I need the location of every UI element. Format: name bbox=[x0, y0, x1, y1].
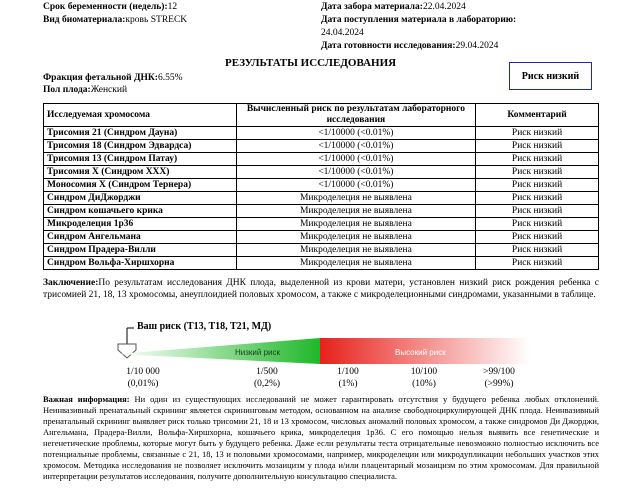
row-risk: <1/10000 (<0.01%) bbox=[236, 140, 476, 153]
table-row bbox=[44, 179, 599, 192]
scale-tick-value: >99/100 bbox=[483, 367, 515, 377]
table-row bbox=[44, 192, 599, 205]
scale-tick-percent: (>99%) bbox=[484, 379, 514, 389]
scale-tick-percent: (0,01%) bbox=[127, 379, 159, 389]
row-chromosome: Микроделеция 1p36 bbox=[44, 218, 237, 231]
sex-label: Пол плода: bbox=[43, 85, 91, 95]
biomaterial-type bbox=[43, 14, 187, 26]
your-risk-marker-icon bbox=[118, 344, 136, 358]
conclusion bbox=[43, 277, 599, 301]
row-risk: Микроделеция не выявлена bbox=[236, 192, 476, 205]
risk-scale-title: Ваш риск (T13, T18, T21, МД) bbox=[137, 321, 272, 332]
row-chromosome: Синдром Вольфа-Хиршхорна bbox=[44, 257, 237, 270]
header-chromosome: Исследуемая хромосома bbox=[44, 104, 237, 127]
table-row bbox=[44, 153, 599, 166]
scale-tick bbox=[318, 366, 378, 390]
row-chromosome: Синдром Прадера-Вилли bbox=[44, 244, 237, 257]
row-chromosome: Трисомия 13 (Синдром Патау) bbox=[44, 153, 237, 166]
row-risk: <1/10000 (<0.01%) bbox=[236, 179, 476, 192]
header-risk: Вычисленный риск по результатам лабораторного исследования bbox=[236, 104, 476, 127]
scale-tick-value: 1/100 bbox=[337, 367, 359, 377]
row-risk: Микроделеция не выявлена bbox=[236, 205, 476, 218]
row-comment: Риск низкий bbox=[476, 127, 599, 140]
table-row bbox=[44, 218, 599, 231]
row-comment: Риск низкий bbox=[476, 179, 599, 192]
scale-tick bbox=[394, 366, 454, 390]
scale-tick-percent: (0,2%) bbox=[253, 379, 281, 389]
table-row bbox=[44, 231, 599, 244]
row-chromosome: Синдром Ангельмана bbox=[44, 231, 237, 244]
table-row bbox=[44, 140, 599, 153]
row-comment: Риск низкий bbox=[476, 205, 599, 218]
table-row bbox=[44, 127, 599, 140]
row-risk: <1/10000 (<0.01%) bbox=[236, 153, 476, 166]
low-risk-label: Низкий риск bbox=[235, 348, 280, 357]
collection-date bbox=[321, 1, 466, 13]
results-title: РЕЗУЛЬТАТЫ ИССЛЕДОВАНИЯ bbox=[225, 57, 397, 69]
scale-tick-value: 10/100 bbox=[410, 367, 438, 377]
fetal-fraction-label: Фракция фетальной ДНК: bbox=[43, 73, 158, 83]
sex-value: Женский bbox=[90, 85, 128, 95]
table-row bbox=[44, 205, 599, 218]
ready-label: Дата готовности исследования: bbox=[321, 41, 456, 51]
received-date bbox=[321, 14, 516, 26]
row-chromosome: Трисомия 21 (Синдром Дауна) bbox=[44, 127, 237, 140]
overall-risk-badge bbox=[509, 62, 592, 90]
row-comment: Риск низкий bbox=[476, 218, 599, 231]
received-label: Дата поступления материала в лабораторию: bbox=[321, 15, 517, 25]
row-comment: Риск низкий bbox=[476, 140, 599, 153]
collected-label: Дата забора материала: bbox=[321, 2, 423, 12]
ready-date bbox=[321, 40, 498, 52]
header-comment: Комментарий bbox=[476, 104, 599, 127]
material-label: Вид биоматериала: bbox=[43, 15, 126, 25]
overall-risk-text: Риск низкий bbox=[521, 70, 580, 82]
fetal-sex bbox=[43, 84, 127, 96]
note-text: Ни один из существующих исследований не может гарантировать отсутствия у будущего ребенка любых отклонений. Неинвазивный пренатальный скрининг является скрининговым методом, основанном на анализе свободноциркулирующей ДНК плода. Неинвазивный пренатальный скрининг выявляет риск только трисомии 21, 18 и 13 хромосом, числовых аномалий половых хромосом, а также синдромов Ди Джорджи, Ангельмана, Прадера-Вилли, Вольфа-Хиршхорна, кошачьего крика, микроделеция 1p36. С его помощью нельзя выявить все генетические и негенетические проблемы, которые могут быть у будущего ребенка. Даже если результаты теста отрицательные невозможно полностью исключить все потенциальные проблемы, связанные с 21, 18, 13 и половыми хромосомами, например, микроделеции или микродупликации небольших участков этих хромосом. Методика исследования не позволяет исключить мозаицизм у плода и/или плацентарный мозаицизм по этим хромосомам. Для правильной интерпретации результатов исследования, получите дополнительную консультацию специалиста. bbox=[43, 394, 600, 481]
row-risk: Микроделеция не выявлена bbox=[236, 218, 476, 231]
scale-tick-percent: (10%) bbox=[412, 379, 436, 389]
pregnancy-value: 12 bbox=[167, 2, 178, 12]
material-value: кровь STRECK bbox=[125, 15, 188, 25]
scale-tick-percent: (1%) bbox=[338, 379, 358, 389]
row-chromosome: Синдром кошачьего крика bbox=[44, 205, 237, 218]
pregnancy-term bbox=[43, 1, 177, 13]
row-comment: Риск низкий bbox=[476, 244, 599, 257]
row-comment: Риск низкий bbox=[476, 153, 599, 166]
row-risk: Микроделеция не выявлена bbox=[236, 257, 476, 270]
row-chromosome: Трисомия X (Синдром XXX) bbox=[44, 166, 237, 179]
important-note bbox=[43, 394, 599, 482]
scale-tick-value: 1/10 000 bbox=[126, 367, 160, 377]
row-risk: <1/10000 (<0.01%) bbox=[236, 166, 476, 179]
row-chromosome: Синдром ДиДжорджи bbox=[44, 192, 237, 205]
fetal-fraction-value: 6.55% bbox=[157, 73, 183, 83]
note-label: Важная информация: bbox=[43, 394, 130, 404]
row-comment: Риск низкий bbox=[476, 257, 599, 270]
table-row bbox=[44, 257, 599, 270]
table-row bbox=[44, 166, 599, 179]
pregnancy-label: Срок беременности (недель): bbox=[43, 2, 168, 12]
conclusion-text: По результатам исследования ДНК плода, выделенной из крови матери, установлен низкий риск рождения ребенка с трисомией 21, 18, 13 хромосомы, анеуплоидией половых хромосом, а также с микроделеционными синдромами, указанными в таблице. bbox=[43, 278, 599, 300]
scale-tick bbox=[113, 366, 173, 390]
row-chromosome: Моносомия X (Синдром Тернера) bbox=[44, 179, 237, 192]
row-comment: Риск низкий bbox=[476, 166, 599, 179]
ready-value: 29.04.2024 bbox=[455, 41, 499, 51]
row-chromosome: Трисомия 18 (Синдром Эдвардса) bbox=[44, 140, 237, 153]
row-comment: Риск низкий bbox=[476, 192, 599, 205]
fetal-fraction bbox=[43, 72, 182, 84]
row-comment: Риск низкий bbox=[476, 231, 599, 244]
high-risk-label: Высокий риск bbox=[395, 348, 446, 357]
scale-tick bbox=[469, 366, 529, 390]
conclusion-label: Заключение: bbox=[43, 278, 99, 288]
row-risk: Микроделеция не выявлена bbox=[236, 244, 476, 257]
scale-tick-value: 1/500 bbox=[256, 367, 278, 377]
table-row bbox=[44, 244, 599, 257]
results-table bbox=[43, 103, 599, 270]
row-risk: <1/10000 (<0.01%) bbox=[236, 127, 476, 140]
low-risk-band bbox=[118, 338, 320, 364]
row-risk: Микроделеция не выявлена bbox=[236, 231, 476, 244]
collected-value: 22.04.2024 bbox=[422, 2, 466, 12]
received-value: 24.04.2024 bbox=[321, 28, 364, 38]
scale-tick bbox=[237, 366, 297, 390]
table-header-row bbox=[44, 104, 599, 127]
